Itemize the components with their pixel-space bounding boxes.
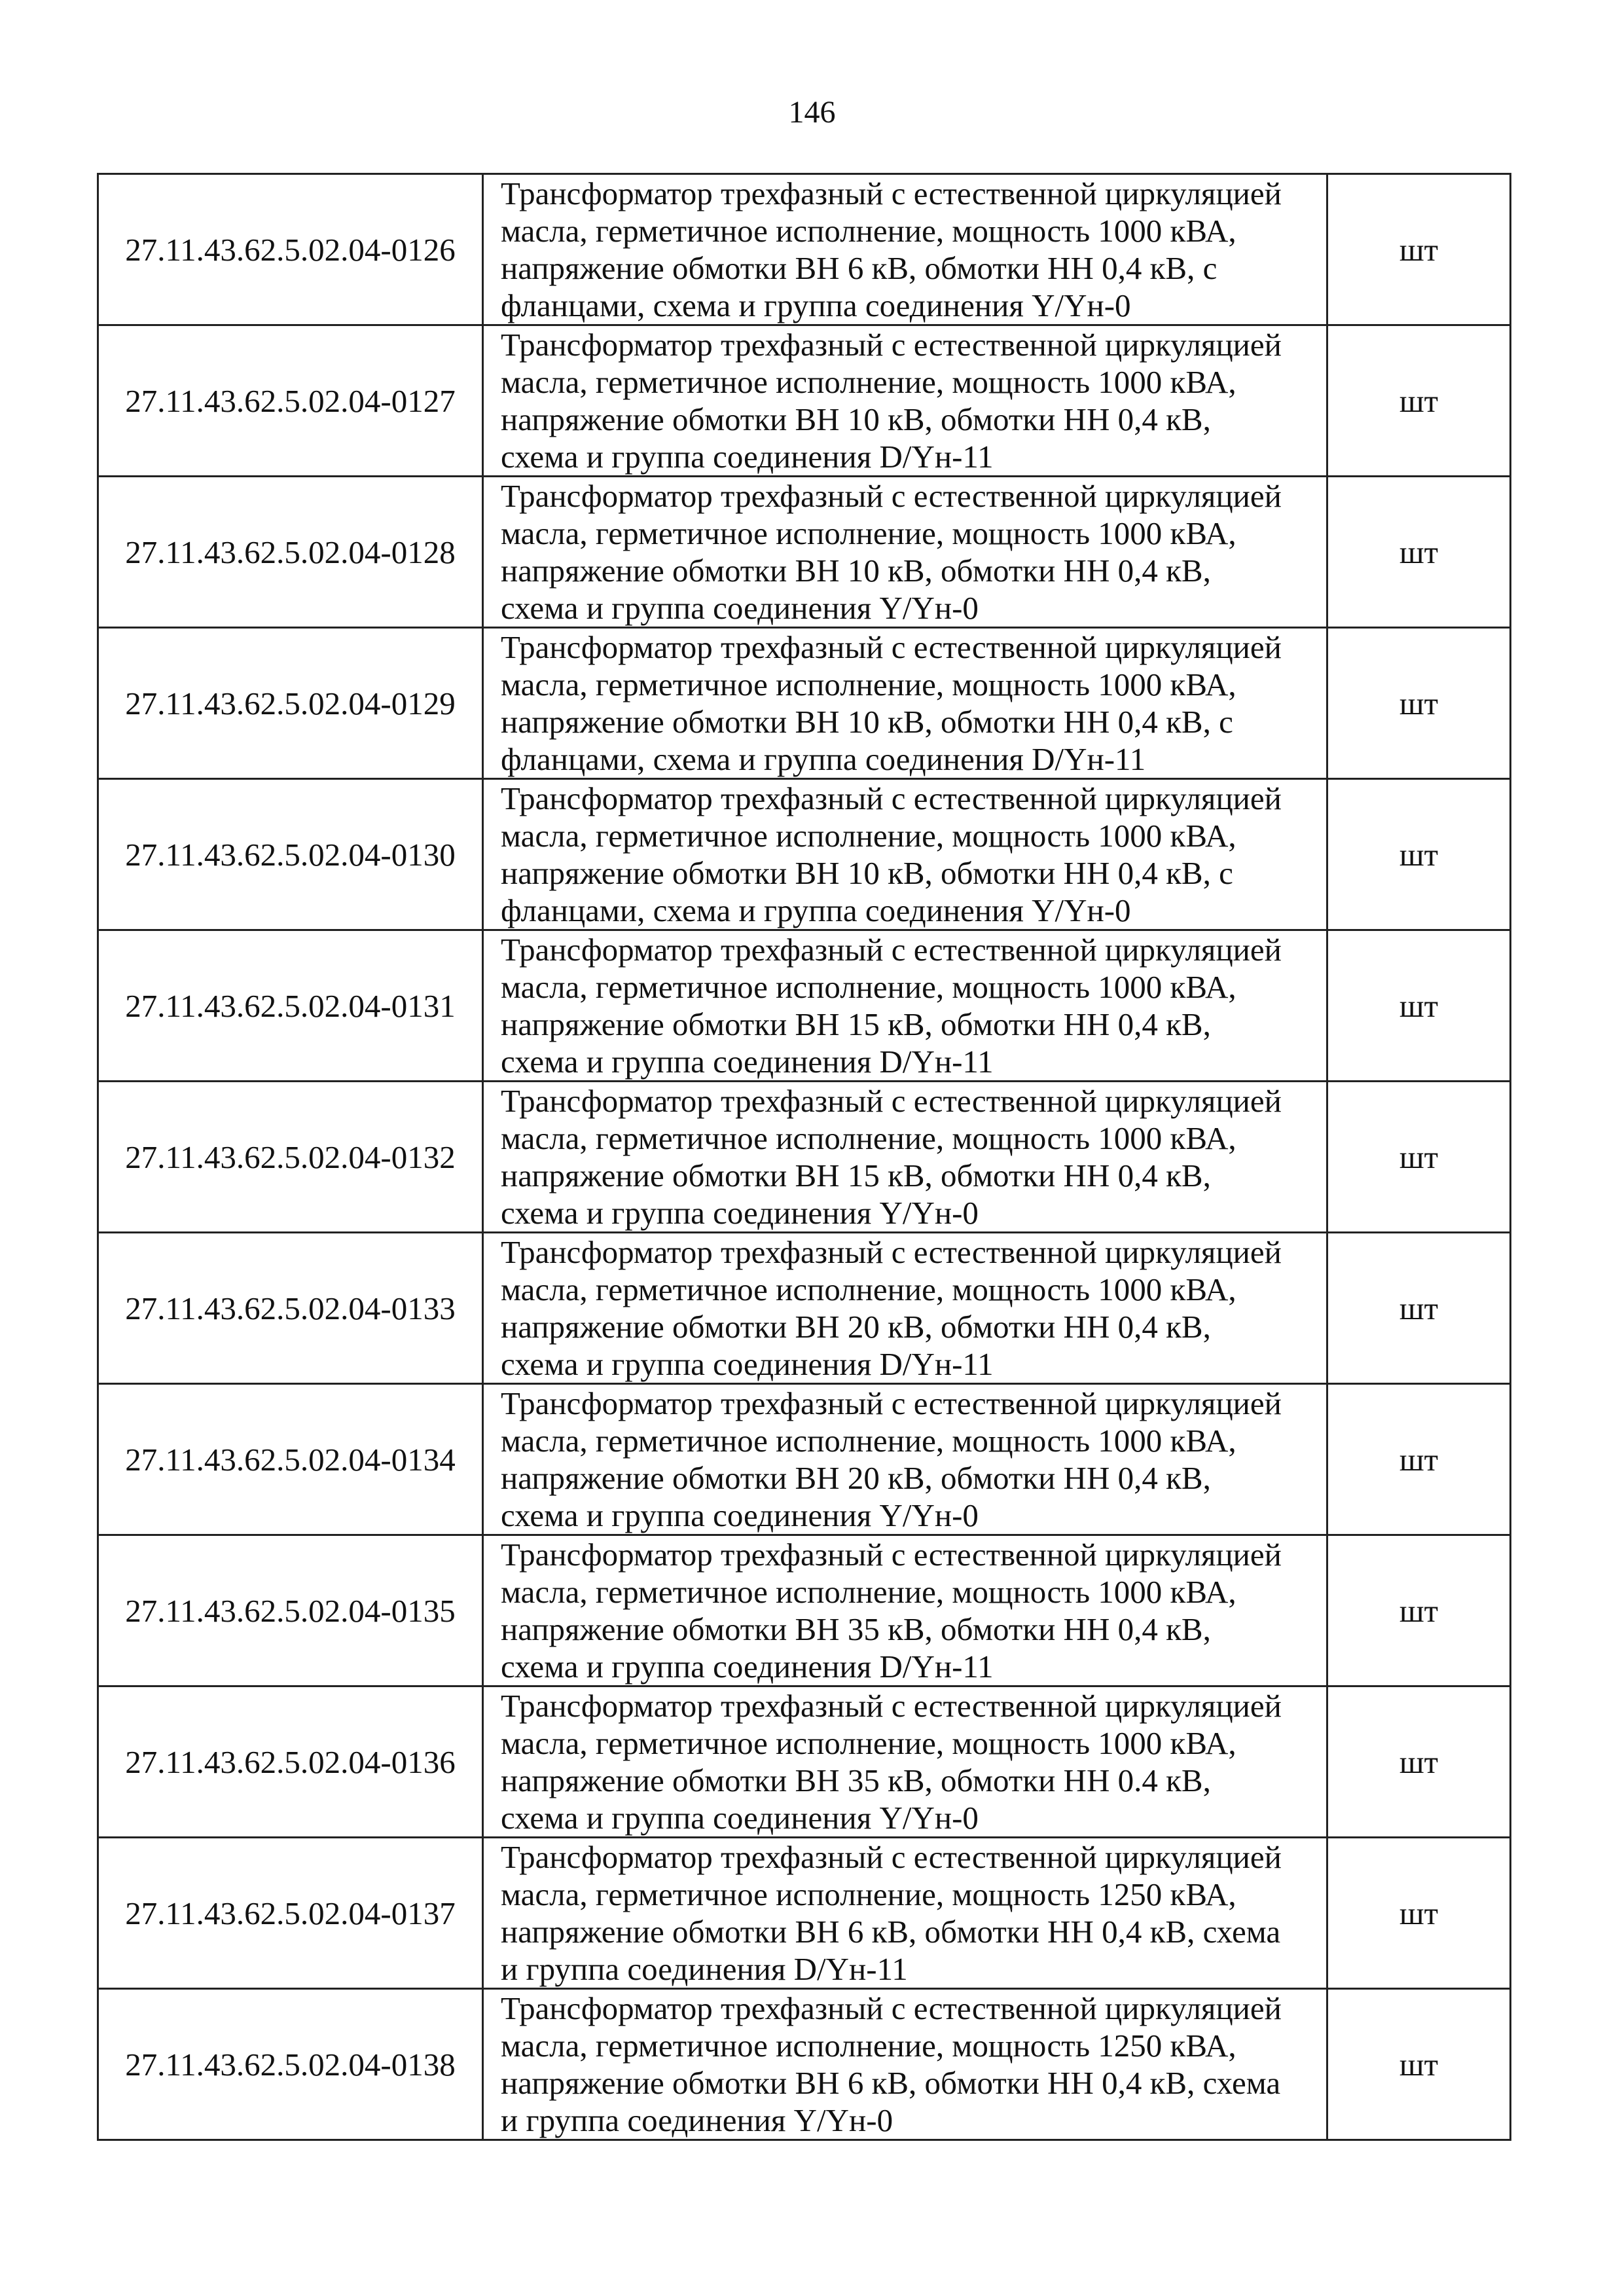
description-line: Трансформатор трехфазный с естественной циркуляцией <box>501 1537 1282 1573</box>
table-row <box>98 1082 1511 1233</box>
description-line: масла, герметичное исполнение, мощность 1000 кВА, <box>501 818 1236 854</box>
description-line: схема и группа соединения D/Yн-11 <box>501 1044 994 1080</box>
description-line: Трансформатор трехфазный с естественной циркуляцией <box>501 780 1282 816</box>
description-line: напряжение обмотки ВН 35 кВ, обмотки НН 0.4 кВ, <box>501 1762 1211 1798</box>
resource-code-cell: 27.11.43.62.5.02.04-0138 <box>98 1989 483 2140</box>
description-line: Трансформатор трехфазный с естественной циркуляцией <box>501 629 1282 665</box>
resource-code-cell: 27.11.43.62.5.02.04-0137 <box>98 1838 483 1989</box>
unit-cell: шт <box>1327 1082 1511 1233</box>
description-line: напряжение обмотки ВН 10 кВ, обмотки НН 0,4 кВ, с <box>501 704 1233 740</box>
unit-cell: шт <box>1327 779 1511 930</box>
description-line: масла, герметичное исполнение, мощность 1000 кВА, <box>501 1120 1236 1156</box>
description-cell <box>483 1686 1327 1838</box>
description-line: масла, герметичное исполнение, мощность 1000 кВА, <box>501 515 1236 551</box>
description-cell <box>483 1535 1327 1686</box>
page-number: 146 <box>788 95 836 130</box>
resource-code-cell: 27.11.43.62.5.02.04-0130 <box>98 779 483 930</box>
description-cell <box>483 1384 1327 1535</box>
table-row <box>98 325 1511 477</box>
description-cell <box>483 930 1327 1082</box>
table-row <box>98 628 1511 779</box>
table-row <box>98 1686 1511 1838</box>
table-row <box>98 779 1511 930</box>
unit-cell: шт <box>1327 1233 1511 1384</box>
resource-code-cell: 27.11.43.62.5.02.04-0136 <box>98 1686 483 1838</box>
description-line: схема и группа соединения D/Yн-11 <box>501 1649 994 1685</box>
description-line: Трансформатор трехфазный с естественной циркуляцией <box>501 1839 1282 1875</box>
description-cell <box>483 628 1327 779</box>
description-line: схема и группа соединения Y/Yн-0 <box>501 590 979 626</box>
resource-code-cell: 27.11.43.62.5.02.04-0131 <box>98 930 483 1082</box>
table-row <box>98 1535 1511 1686</box>
description-line: Трансформатор трехфазный с естественной циркуляцией <box>501 327 1282 363</box>
description-line: и группа соединения D/Yн-11 <box>501 1951 908 1987</box>
description-line: масла, герметичное исполнение, мощность 1000 кВА, <box>501 1271 1236 1307</box>
unit-cell: шт <box>1327 325 1511 477</box>
table-body <box>98 174 1511 2140</box>
table-row <box>98 1989 1511 2140</box>
description-cell <box>483 1082 1327 1233</box>
resource-code-cell: 27.11.43.62.5.02.04-0129 <box>98 628 483 779</box>
description-cell <box>483 779 1327 930</box>
description-line: масла, герметичное исполнение, мощность 1000 кВА, <box>501 1574 1236 1610</box>
description-line: напряжение обмотки ВН 20 кВ, обмотки НН 0,4 кВ, <box>501 1309 1211 1345</box>
table-row <box>98 477 1511 628</box>
description-line: масла, герметичное исполнение, мощность 1250 кВА, <box>501 2028 1236 2064</box>
unit-cell: шт <box>1327 1686 1511 1838</box>
description-cell <box>483 174 1327 325</box>
description-line: напряжение обмотки ВН 35 кВ, обмотки НН 0,4 кВ, <box>501 1611 1211 1647</box>
table-row <box>98 930 1511 1082</box>
table-row <box>98 174 1511 325</box>
resource-code-table <box>97 173 1511 2141</box>
resource-code-cell: 27.11.43.62.5.02.04-0128 <box>98 477 483 628</box>
description-line: напряжение обмотки ВН 6 кВ, обмотки НН 0,4 кВ, с <box>501 250 1218 286</box>
unit-cell: шт <box>1327 628 1511 779</box>
description-line: схема и группа соединения Y/Yн-0 <box>501 1800 979 1836</box>
description-line: напряжение обмотки ВН 10 кВ, обмотки НН 0,4 кВ, с <box>501 855 1233 891</box>
unit-cell: шт <box>1327 1838 1511 1989</box>
table-row <box>98 1384 1511 1535</box>
description-line: схема и группа соединения Y/Yн-0 <box>501 1195 979 1231</box>
description-line: масла, герметичное исполнение, мощность 1000 кВА, <box>501 969 1236 1005</box>
description-line: Трансформатор трехфазный с естественной циркуляцией <box>501 1083 1282 1119</box>
description-line: масла, герметичное исполнение, мощность 1250 кВА, <box>501 1876 1236 1912</box>
unit-cell: шт <box>1327 1384 1511 1535</box>
unit-cell: шт <box>1327 477 1511 628</box>
description-cell <box>483 1989 1327 2140</box>
description-line: масла, герметичное исполнение, мощность 1000 кВА, <box>501 1423 1236 1459</box>
description-line: Трансформатор трехфазный с естественной циркуляцией <box>501 1385 1282 1421</box>
description-line: масла, герметичное исполнение, мощность 1000 кВА, <box>501 666 1236 702</box>
description-line: напряжение обмотки ВН 6 кВ, обмотки НН 0,4 кВ, схема <box>501 1914 1281 1950</box>
resource-code-cell: 27.11.43.62.5.02.04-0135 <box>98 1535 483 1686</box>
description-line: фланцами, схема и группа соединения D/Yн-11 <box>501 741 1146 777</box>
description-line: фланцами, схема и группа соединения Y/Yн-0 <box>501 892 1131 928</box>
description-line: схема и группа соединения D/Yн-11 <box>501 439 994 475</box>
resource-code-cell: 27.11.43.62.5.02.04-0127 <box>98 325 483 477</box>
unit-cell: шт <box>1327 930 1511 1082</box>
description-line: напряжение обмотки ВН 6 кВ, обмотки НН 0,4 кВ, схема <box>501 2065 1281 2101</box>
description-line: Трансформатор трехфазный с естественной циркуляцией <box>501 1990 1282 2026</box>
description-line: напряжение обмотки ВН 15 кВ, обмотки НН 0,4 кВ, <box>501 1157 1211 1194</box>
description-cell <box>483 1233 1327 1384</box>
description-line: фланцами, схема и группа соединения Y/Yн-0 <box>501 287 1131 323</box>
table-row <box>98 1233 1511 1384</box>
description-line: Трансформатор трехфазный с естественной циркуляцией <box>501 478 1282 514</box>
description-line: Трансформатор трехфазный с естественной циркуляцией <box>501 175 1282 211</box>
description-line: напряжение обмотки ВН 20 кВ, обмотки НН 0,4 кВ, <box>501 1460 1211 1496</box>
resource-code-cell: 27.11.43.62.5.02.04-0132 <box>98 1082 483 1233</box>
unit-cell: шт <box>1327 174 1511 325</box>
description-cell <box>483 477 1327 628</box>
description-cell <box>483 325 1327 477</box>
unit-cell: шт <box>1327 1535 1511 1686</box>
description-line: масла, герметичное исполнение, мощность 1000 кВА, <box>501 364 1236 400</box>
description-line: и группа соединения Y/Yн-0 <box>501 2102 893 2138</box>
description-line: Трансформатор трехфазный с естественной циркуляцией <box>501 1234 1282 1270</box>
description-line: схема и группа соединения Y/Yн-0 <box>501 1497 979 1533</box>
resource-code-cell: 27.11.43.62.5.02.04-0134 <box>98 1384 483 1535</box>
description-line: Трансформатор трехфазный с естественной циркуляцией <box>501 1688 1282 1724</box>
description-line: напряжение обмотки ВН 10 кВ, обмотки НН 0,4 кВ, <box>501 553 1211 589</box>
description-line: масла, герметичное исполнение, мощность 1000 кВА, <box>501 1725 1236 1761</box>
unit-cell: шт <box>1327 1989 1511 2140</box>
description-cell <box>483 1838 1327 1989</box>
resource-code-cell: 27.11.43.62.5.02.04-0126 <box>98 174 483 325</box>
description-line: напряжение обмотки ВН 10 кВ, обмотки НН 0,4 кВ, <box>501 401 1211 437</box>
resource-code-cell: 27.11.43.62.5.02.04-0133 <box>98 1233 483 1384</box>
description-line: Трансформатор трехфазный с естественной циркуляцией <box>501 932 1282 968</box>
description-line: схема и группа соединения D/Yн-11 <box>501 1346 994 1382</box>
description-line: масла, герметичное исполнение, мощность 1000 кВА, <box>501 213 1236 249</box>
table-row <box>98 1838 1511 1989</box>
description-line: напряжение обмотки ВН 15 кВ, обмотки НН 0,4 кВ, <box>501 1006 1211 1042</box>
